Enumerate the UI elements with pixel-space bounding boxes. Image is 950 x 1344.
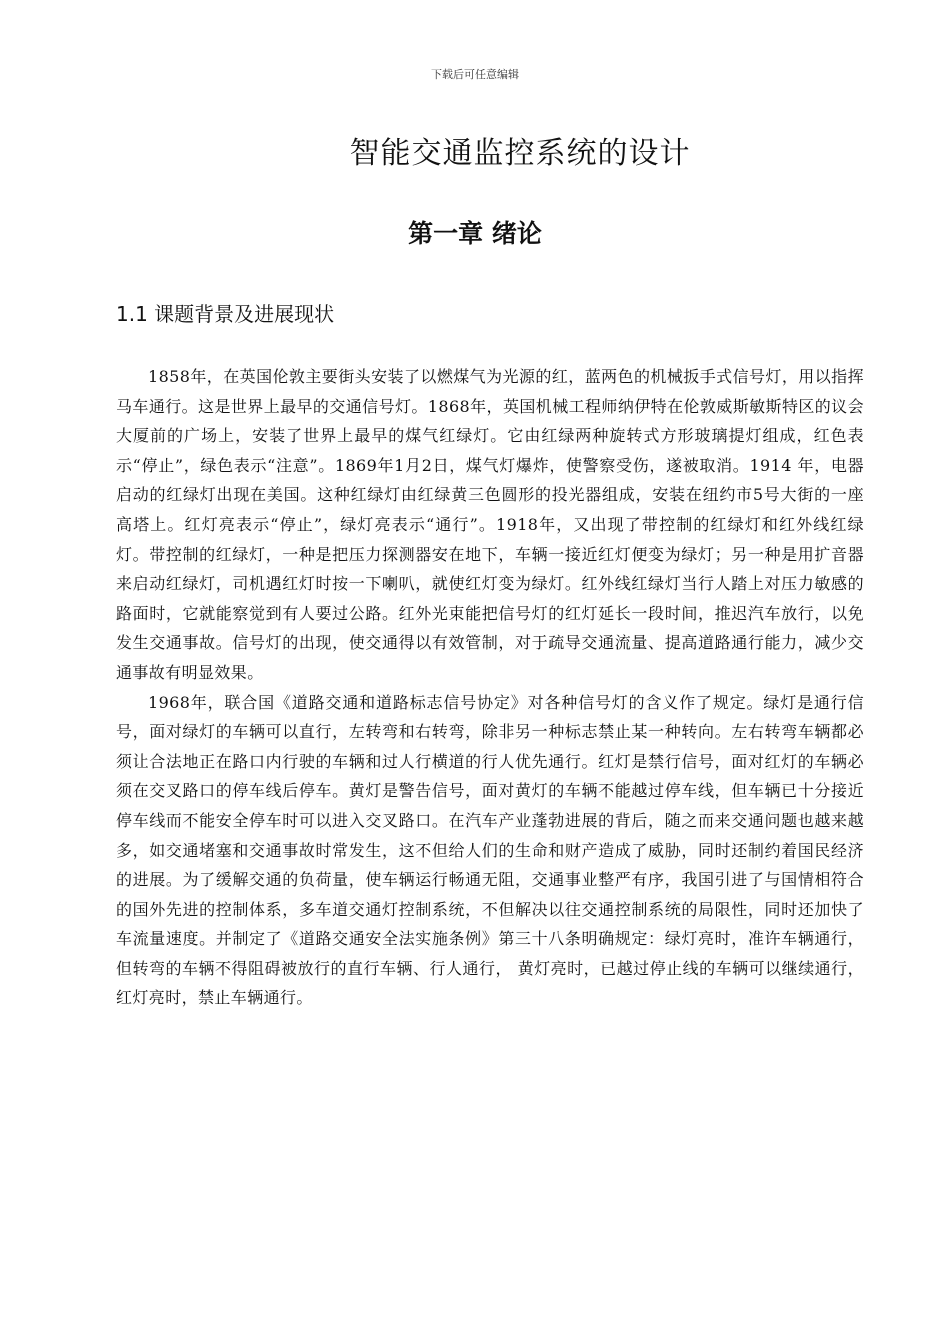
paragraph-regulations: 1968年，联合国《道路交通和道路标志信号协定》对各种信号灯的含义作了规定。绿灯是通行信号，面对绿灯的车辆可以直行，左转弯和右转弯，除非另一种标志禁止某一种转向。左右转弯车辆都必须让合法地正在路口内行驶的车辆和过人行横道的行人优先通行。红灯是禁行信号，面对红灯的车辆必须在交叉路口的停车线后停车。黄灯是警告信号，面对黄灯的车辆不能越过停车线，但车辆已十分接近停车线而不能安全停车时可以进入交叉路口。在汽车产业蓬勃进展的背后，随之而来交通问题也越来越多，如交通堵塞和交通事故时常发生，这不但给人们的生命和财产造成了威胁，同时还制约着国民经济的进展。为了缓解交通的负荷量，使车辆运行畅通无阻，交通事业整严有序，我国引进了与国情相符合的国外先进的控制体系，多车道交通灯控制系统，不但解决以往交通控制系统的局限性，同时还加快了车流量速度。并制定了《道路交通安全法实施条例》第三十八条明确规定：绿灯亮时，准许车辆通行，但转弯的车辆不得阻碍被放行的直行车辆、行人通行， 黄灯亮时，已越过停止线的车辆可以继续通行，红灯亮时，禁止车辆通行。 (116, 692, 864, 1008)
chapter-title: 第一章 绪论 (408, 219, 542, 248)
header-note: 下载后可任意编辑 (431, 68, 519, 81)
body-text (116, 362, 864, 1013)
section-title: 1.1 课题背景及进展现状 (116, 302, 335, 326)
paragraph-history: 1858年，在英国伦敦主要街头安装了以燃煤气为光源的红，蓝两色的机械扳手式信号灯，用以指挥马车通行。这是世界上最早的交通信号灯。1868年，英国机械工程师纳伊特在伦敦威斯敏斯特区的议会大厦前的广场上，安装了世界上最早的煤气红绿灯。它由红绿两种旋转式方形玻璃提灯组成，红色表示“停止”，绿色表示“注意”。1869年1月2日，煤气灯爆炸，使警察受伤，遂被取消。1914 年，电器启动的红绿灯出现在美国。这种红绿灯由红绿黄三色圆形的投光器组成，安装在纽约市5号大街的一座高塔上。红灯亮表示“停止”，绿灯亮表示“通行”。1918年，又出现了带控制的红绿灯和红外线红绿灯。带控制的红绿灯，一种是把压力探测器安在地下，车辆一接近红灯便变为绿灯；另一种是用扩音器来启动红绿灯，司机遇红灯时按一下喇叭，就使红灯变为绿灯。红外线红绿灯当行人踏上对压力敏感的路面时，它就能察觉到有人要过公路。红外光束能把信号灯的红灯延长一段时间，推迟汽车放行，以免发生交通事故。信号灯的出现，使交通得以有效管制，对于疏导交通流量、提高道路通行能力，减少交通事故有明显效果。 (116, 367, 864, 682)
document-title: 智能交通监控系统的设计 (349, 136, 691, 171)
